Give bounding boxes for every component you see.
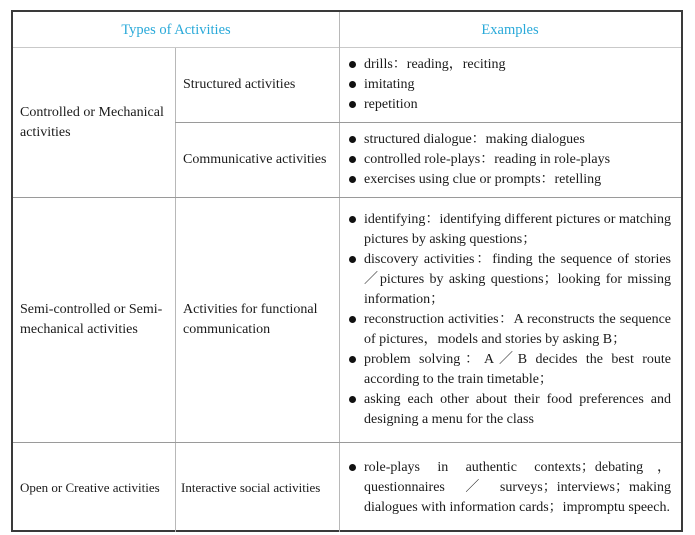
examples-list <box>348 458 671 518</box>
examples-list <box>348 130 671 190</box>
type-label: Activities for functional communication <box>183 302 318 337</box>
category-label: Open or Creative activities <box>20 479 160 495</box>
type-cell <box>175 443 339 532</box>
category-cell <box>13 48 175 197</box>
category-label: Controlled or Mechanical activities <box>20 104 164 140</box>
bullet-icon <box>349 256 356 263</box>
type-label: Structured activities <box>183 77 296 92</box>
example-text: problem solving：A／B decides the best route according to the train timetable； <box>364 352 671 387</box>
bullet-icon <box>349 356 356 363</box>
header-types-label: Types of Activities <box>121 22 231 38</box>
examples-list <box>348 210 671 430</box>
examples-list <box>348 55 671 115</box>
example-text: asking each other about their food preferences and designing a menu for the class <box>364 392 671 427</box>
type-label: Communicative activities <box>183 152 327 167</box>
type-cell <box>175 48 339 122</box>
header-examples-label: Examples <box>481 22 539 38</box>
examples-cell <box>339 198 681 442</box>
example-item <box>348 250 671 310</box>
example-item <box>348 350 671 390</box>
example-text: role-plays in authentic contexts；debating，questionnaires／surveys；interviews；making dialogues with information cards；impromptu speech. <box>364 459 671 515</box>
category-cell <box>13 443 175 532</box>
example-item <box>348 75 671 95</box>
example-item <box>348 150 671 170</box>
bullet-icon <box>349 396 356 403</box>
type-label: Interactive social activities <box>181 479 321 495</box>
example-item <box>348 130 671 150</box>
example-text: structured dialogue：making dialogues <box>364 132 585 147</box>
header-types-of-activities <box>13 12 339 48</box>
bullet-icon <box>349 464 356 471</box>
example-text: identifying：identifying different pictures or matching pictures by asking questions； <box>364 212 671 247</box>
header-examples <box>339 12 681 48</box>
example-text: imitating <box>364 77 415 92</box>
example-item <box>348 458 671 518</box>
example-text: reconstruction activities：A reconstructs the sequence of pictures，models and stories by asking B； <box>364 312 671 347</box>
example-text: discovery activities：finding the sequence of stories／pictures by asking questions；looking for missing information； <box>364 252 671 307</box>
example-item <box>348 210 671 250</box>
example-text: controlled role-plays：reading in role-plays <box>364 152 611 167</box>
examples-cell <box>339 443 681 532</box>
example-item <box>348 310 671 350</box>
bullet-icon <box>349 61 356 68</box>
bullet-icon <box>349 81 356 88</box>
example-text: repetition <box>364 97 418 112</box>
bullet-icon <box>349 156 356 163</box>
bullet-icon <box>349 176 356 183</box>
bullet-icon <box>349 101 356 108</box>
example-item <box>348 55 671 75</box>
example-text: drills：reading，reciting <box>364 57 506 72</box>
example-text: exercises using clue or prompts：retelling <box>364 172 602 187</box>
example-item <box>348 170 671 190</box>
bullet-icon <box>349 316 356 323</box>
category-label: Semi-controlled or Semi-mechanical activities <box>20 302 163 337</box>
type-cell <box>175 123 339 197</box>
activities-table <box>11 10 683 532</box>
type-cell <box>175 198 339 442</box>
category-cell <box>13 198 175 442</box>
examples-cell <box>339 123 681 197</box>
examples-cell <box>339 48 681 122</box>
bullet-icon <box>349 136 356 143</box>
example-item <box>348 390 671 430</box>
bullet-icon <box>349 216 356 223</box>
example-item <box>348 95 671 115</box>
